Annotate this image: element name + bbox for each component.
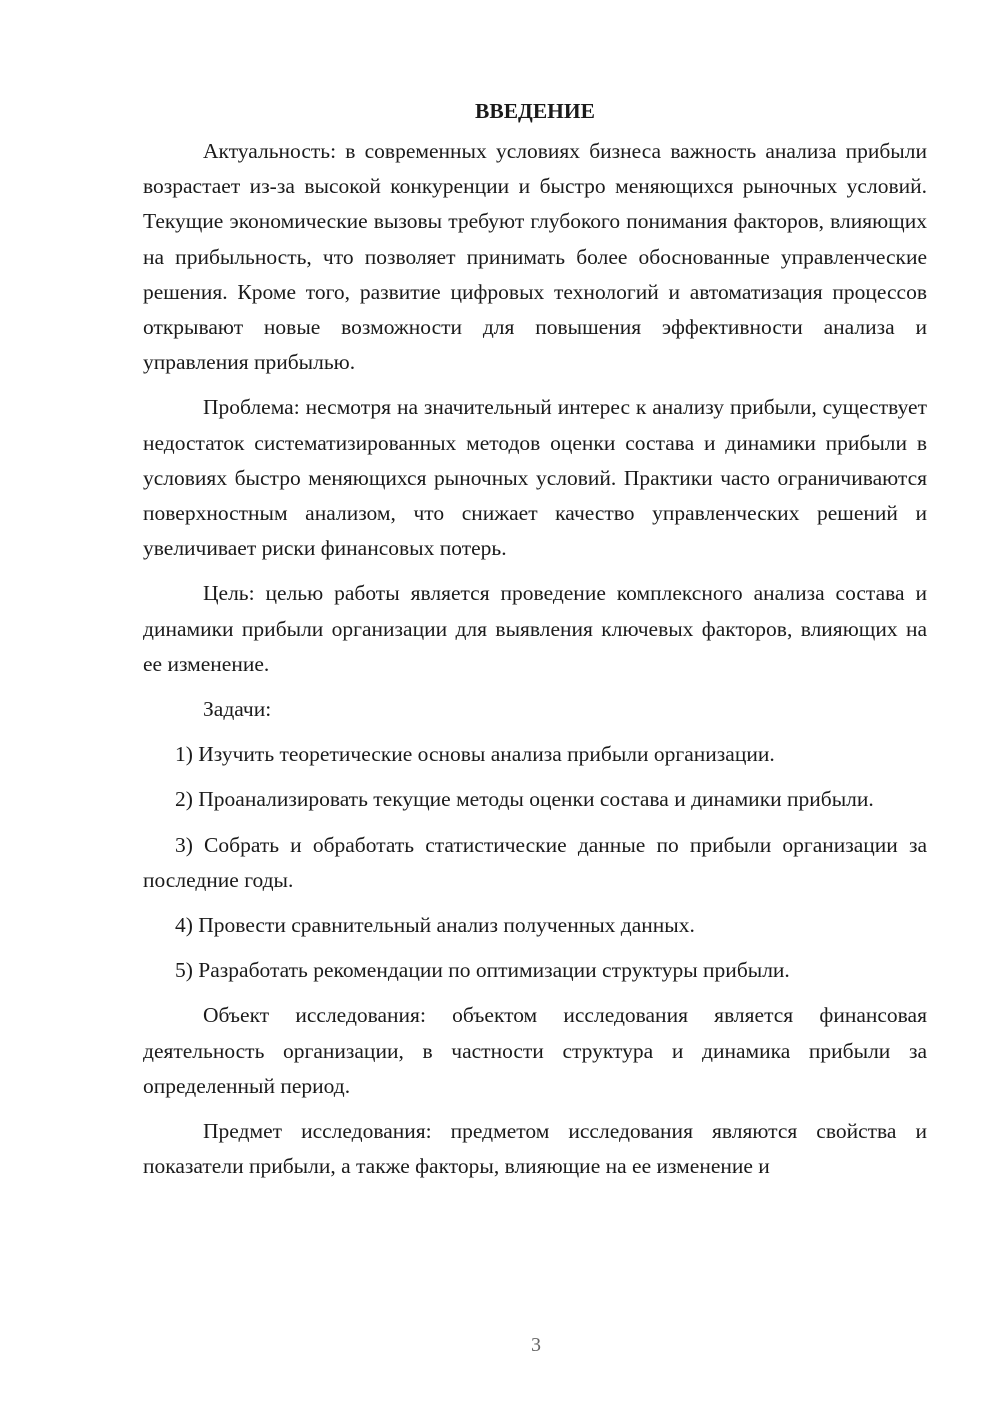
problem-paragraph: Проблема: несмотря на значительный интерес к анализу прибыли, существует недостаток систематизированных методов оценки состава и динамики прибыли в условиях быстро меняющихся рыночных условий. Практики часто ограничиваются поверхностным анализом, что снижает качество управленческих решений и увеличивает риски финансовых потерь. xyxy=(143,395,927,561)
page-number: 3 xyxy=(531,1334,541,1356)
page-content xyxy=(143,96,927,1194)
task-item: 3) Собрать и обработать статистические данные по прибыли организации за последние годы. xyxy=(143,832,927,892)
subject-paragraph: Предмет исследования: предметом исследования являются свойства и показатели прибыли, а также факторы, влияющие на ее изменение и xyxy=(143,1119,927,1179)
section-heading: ВВЕДЕНИЕ xyxy=(475,99,595,123)
task-item: 4) Провести сравнительный анализ полученных данных. xyxy=(175,913,695,938)
task-item: 1) Изучить теоретические основы анализа прибыли организации. xyxy=(175,742,775,767)
task-item: 5) Разработать рекомендации по оптимизации структуры прибыли. xyxy=(175,958,790,983)
task-item: 2) Проанализировать текущие методы оценки состава и динамики прибыли. xyxy=(175,787,874,812)
object-paragraph: Объект исследования: объектом исследования является финансовая деятельность организации, в частности структура и динамика прибыли за определенный период. xyxy=(143,1003,927,1098)
relevance-paragraph: Актуальность: в современных условиях бизнеса важность анализа прибыли возрастает из-за высокой конкуренции и быстро меняющихся рыночных условий. Текущие экономические вызовы требуют глубокого понимания факторов, влияющих на прибыльность, что позволяет принимать более обоснованные управленческие решения. Кроме того, развитие цифровых технологий и автоматизация процессов открывают новые возможности для повышения эффективности анализа и управления прибылью. xyxy=(143,139,927,375)
goal-paragraph: Цель: целью работы является проведение комплексного анализа состава и динамики прибыли организации для выявления ключевых факторов, влияющих на ее изменение. xyxy=(143,581,927,676)
tasks-label: Задачи: xyxy=(203,697,272,722)
